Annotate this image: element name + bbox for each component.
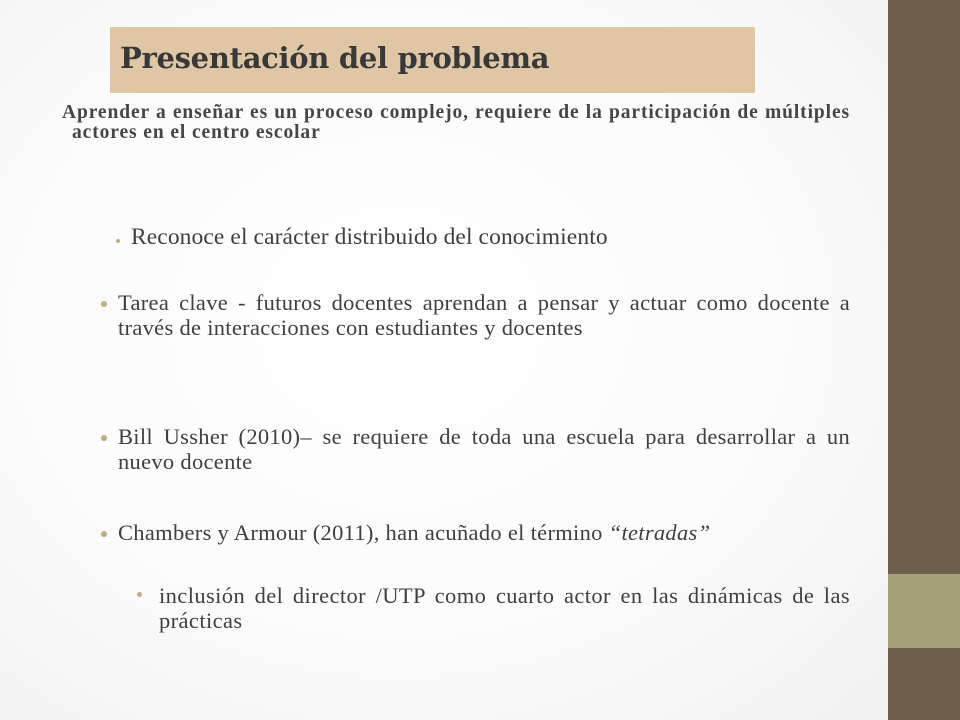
- bullet-1: Reconoce el carácter distribuido del conocimiento: [131, 224, 608, 250]
- bullet-4-quote: “tetradas”: [608, 520, 711, 545]
- bullet-4-text: Chambers y Armour (2011), han acuñado el término: [118, 520, 609, 545]
- bullet-dot-icon: [101, 301, 107, 307]
- bullet-dot-icon: [101, 531, 107, 537]
- bullet-3: Bill Ussher (2010)– se requiere de toda una escuela para desarrollar a un nuevo docente: [118, 424, 850, 474]
- sub-bullet-dot-icon: [137, 592, 142, 597]
- bullet-dot-icon: [101, 435, 107, 441]
- bullet-4: [118, 520, 850, 545]
- slide-title: Presentación del problema: [120, 41, 550, 75]
- bullet-dot-icon: [116, 239, 120, 243]
- side-accent-block: [888, 574, 960, 648]
- bullet-2: Tarea clave - futuros docentes aprendan a pensar y actuar como docente a través de interacciones con estudiantes y docentes: [118, 290, 850, 340]
- intro-text: Aprender a enseñar es un proceso complejo, requiere de la participación de múltiples actores en el centro escolar: [62, 102, 850, 143]
- title-banner: [110, 27, 755, 93]
- intro-paragraph: [62, 103, 850, 143]
- sub-bullet: inclusión del director /UTP como cuarto actor en las dinámicas de las prácticas: [159, 583, 850, 633]
